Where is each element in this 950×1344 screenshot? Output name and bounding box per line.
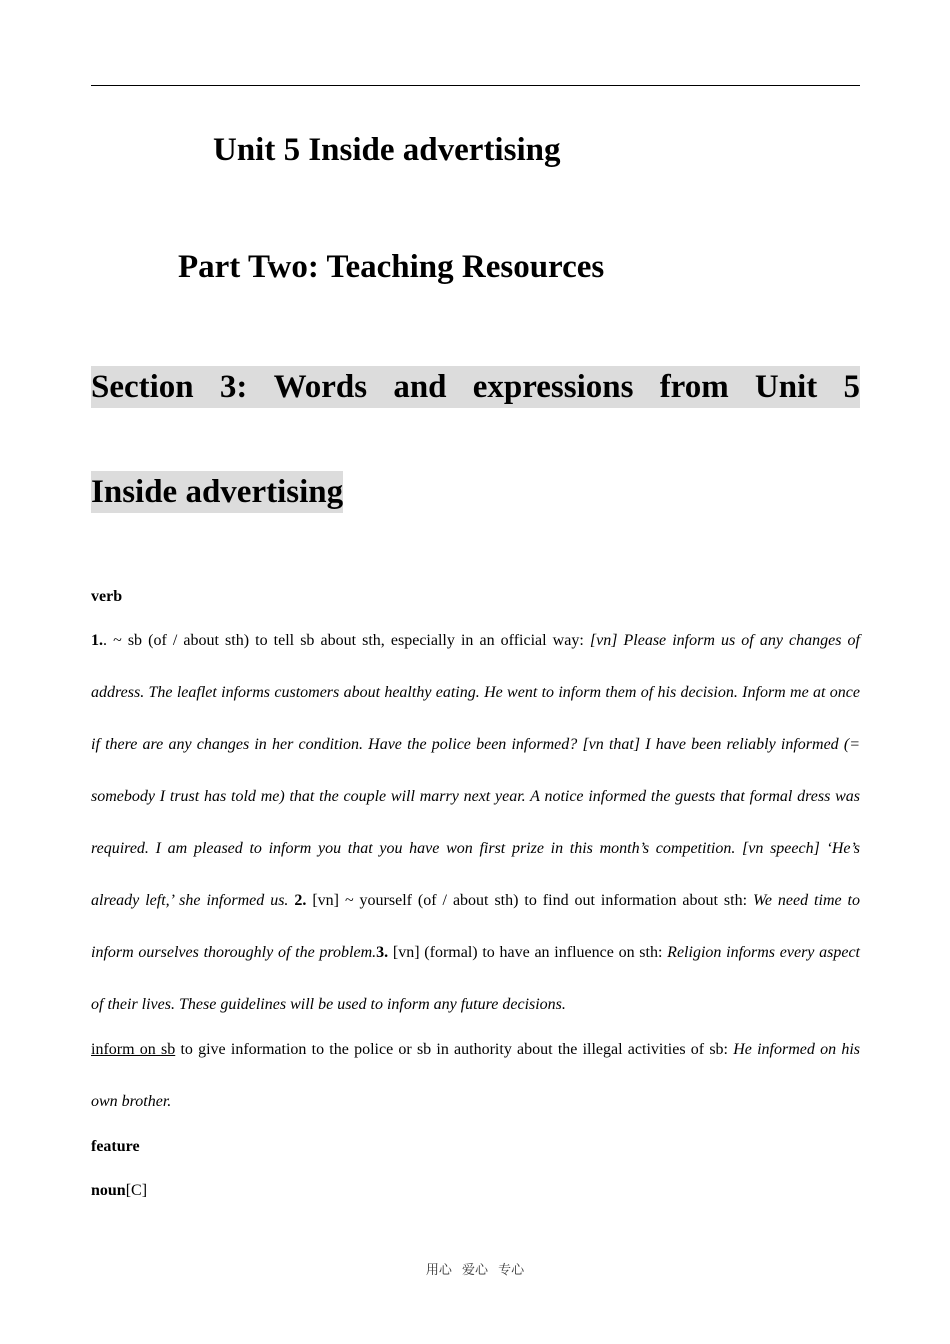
section-word: Unit <box>754 369 818 405</box>
sense-number: 1. <box>91 632 103 649</box>
pos-label-noun: noun[C] <box>91 1182 148 1199</box>
phrasal-verb-entry <box>91 1024 860 1128</box>
sense-examples: Religion informs every aspect of their lives. These guidelines will be used to inform any future decisions. <box>91 944 861 1013</box>
section-word: Section <box>91 369 194 405</box>
sense-examples: We need time to inform ourselves thoroughly of the problem. <box>91 892 860 961</box>
sense-number: 2. <box>294 892 307 909</box>
page-footer: 用心 爱心 专心 <box>425 1263 525 1278</box>
unit-title: Unit 5 Inside advertising <box>213 132 561 168</box>
sense-number: 3. <box>376 944 389 961</box>
sense-definition: [vn] (formal) to have an influence on sth: <box>388 944 668 961</box>
header-rule <box>91 85 860 86</box>
part-title: Part Two: Teaching Resources <box>178 249 605 285</box>
section-heading-line1 <box>91 366 860 408</box>
phrase-headword: inform on sb <box>91 1041 176 1058</box>
sense-definition: [vn] ~ yourself (of / about sth) to find out information about sth: <box>306 892 753 909</box>
sense-examples: [vn] Please inform us of any changes of address. The leaflet informs customers about healthy eating. He went to inform them of his decision. Inform me at once if there are any changes in her condition. Have the police been informed? [vn that] I have been reliably informed (= somebody I trust has told me) that the couple will marry next year. A notice informed the guests that formal dress was required. I am pleased to inform you that you have won first prize in this month’s competition. [vn speech] ‘He’s already left,’ she informed us. <box>91 632 860 909</box>
headword-feature: feature <box>91 1138 140 1155</box>
sense-definition: . ~ sb (of / about sth) to tell sb about sth, especially in an official way: <box>103 632 590 649</box>
pos-label-verb: verb <box>91 588 123 605</box>
section-heading-line2: Inside advertising <box>91 471 343 513</box>
section-word: from <box>659 369 729 405</box>
section-word: and <box>393 369 447 405</box>
section-word: expressions <box>472 369 634 405</box>
phrase-example: He informed on his own brother. <box>91 1041 860 1110</box>
section-word: 3: <box>219 369 248 405</box>
section-word: Words <box>273 369 368 405</box>
phrase-definition: to give information to the police or sb in authority about the illegal activities of sb: <box>175 1041 734 1058</box>
section-word: 5 <box>843 369 860 405</box>
inform-senses <box>91 615 860 1031</box>
